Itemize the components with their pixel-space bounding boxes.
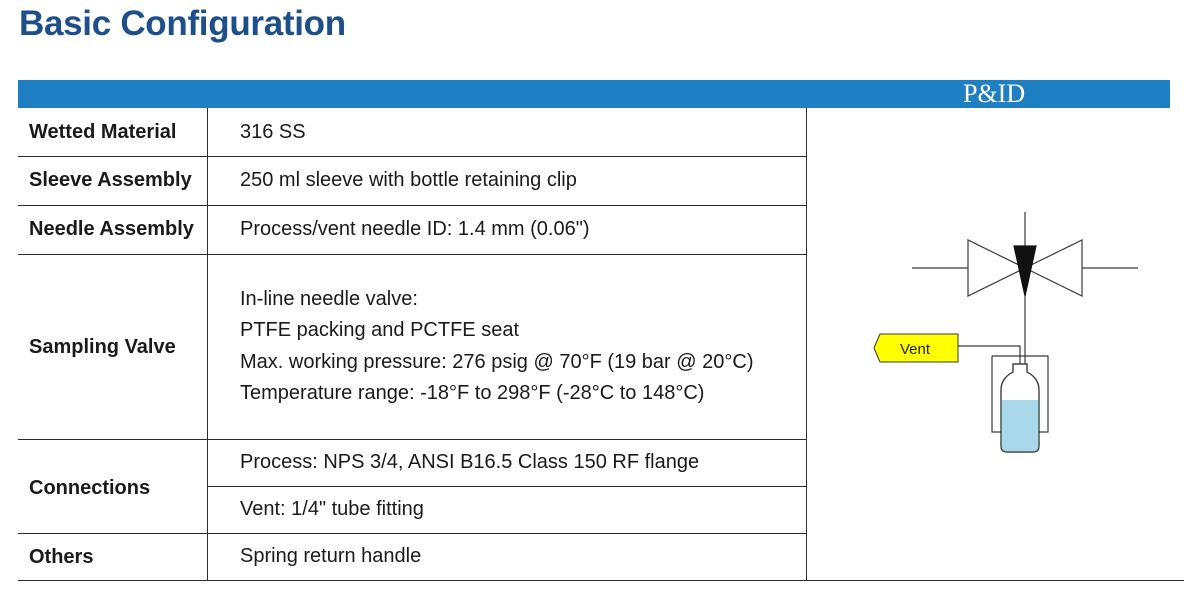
row-label-connections: Connections — [29, 477, 151, 499]
row-value-connections-process: Process: NPS 3/4, ANSI B16.5 Class 150 RF flange — [240, 451, 700, 473]
column-divider — [806, 108, 807, 581]
row-divider — [18, 156, 806, 157]
row-value-sampling-valve-line: PTFE packing and PCTFE seat — [240, 319, 520, 341]
row-divider — [18, 254, 806, 255]
table-bottom-border — [18, 580, 1184, 581]
vent-label: Vent — [900, 341, 931, 358]
row-value-needle-assembly: Process/vent needle ID: 1.4 mm (0.06") — [240, 218, 590, 240]
row-label-wetted-material: Wetted Material — [29, 121, 177, 143]
pid-header: P&ID — [963, 79, 1026, 108]
row-label-sleeve-assembly: Sleeve Assembly — [29, 169, 192, 191]
sample-bottle-icon — [992, 356, 1048, 452]
row-divider — [18, 205, 806, 206]
row-value-connections-vent: Vent: 1/4" tube fitting — [240, 498, 424, 520]
vent-tag-icon — [874, 334, 958, 362]
row-value-wetted-material: 316 SS — [240, 121, 306, 143]
column-divider — [207, 108, 208, 581]
row-value-sampling-valve-line: In-line needle valve: — [240, 288, 418, 310]
row-label-needle-assembly: Needle Assembly — [29, 218, 194, 240]
row-value-others: Spring return handle — [240, 545, 422, 567]
row-divider — [207, 486, 806, 487]
pid-diagram — [860, 200, 1160, 470]
row-value-sleeve-assembly: 250 ml sleeve with bottle retaining clip — [240, 169, 577, 191]
row-divider — [18, 533, 806, 534]
row-value-sampling-valve-line: Max. working pressure: 276 psig @ 70°F (19 bar @ 20°C) — [240, 351, 754, 373]
row-label-sampling-valve: Sampling Valve — [29, 336, 176, 358]
row-value-sampling-valve-line: Temperature range: -18°F to 298°F (-28°C to 148°C) — [240, 382, 705, 404]
page-title: Basic Configuration — [19, 4, 346, 43]
row-divider — [18, 439, 806, 440]
row-label-others: Others — [29, 546, 94, 568]
